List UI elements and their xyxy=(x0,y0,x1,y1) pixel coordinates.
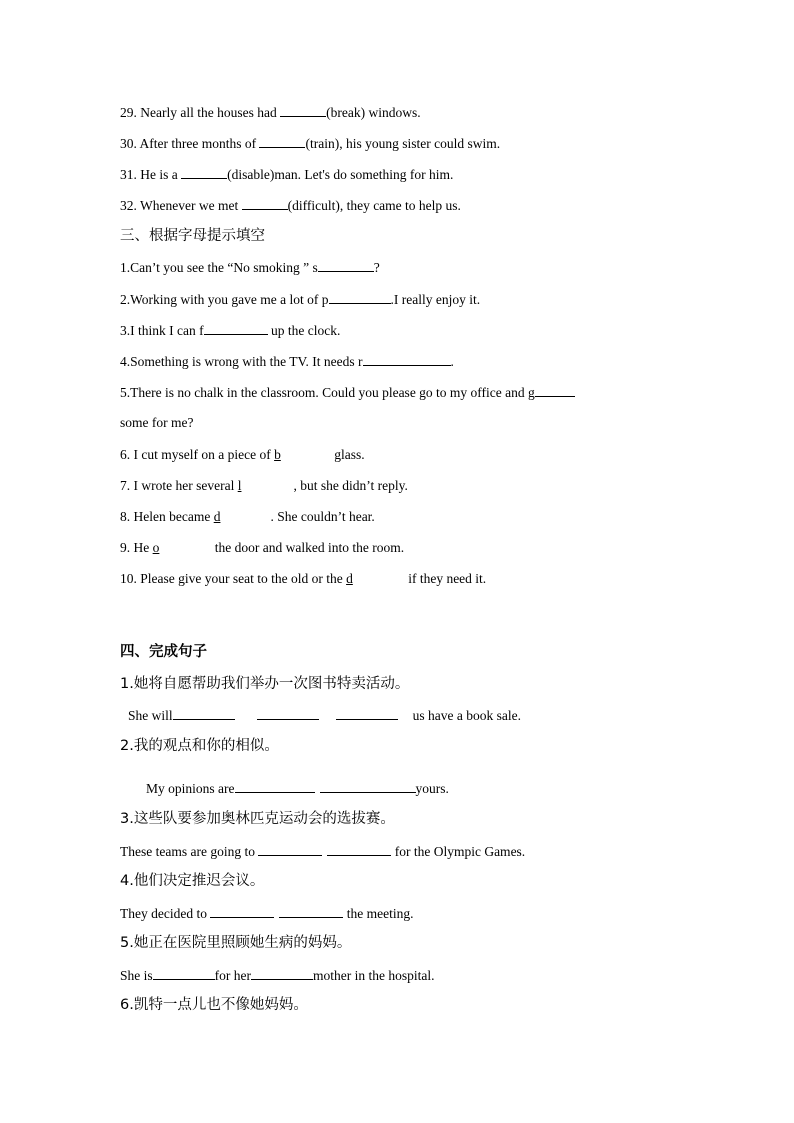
answer-blank[interactable] xyxy=(274,447,331,462)
question-30 xyxy=(120,134,500,153)
answer-blank[interactable] xyxy=(235,779,315,793)
question-29-text: 29. Nearly all the houses had xyxy=(120,105,281,120)
sentence-5-end: mother in the hospital. xyxy=(313,968,435,983)
letter-question-4-end: . xyxy=(450,354,454,369)
question-31-text: 31. He is a xyxy=(120,167,182,182)
answer-blank[interactable] xyxy=(242,196,288,210)
answer-blank[interactable] xyxy=(210,904,274,918)
answer-blank[interactable] xyxy=(320,779,416,793)
answer-blank[interactable] xyxy=(204,321,268,335)
letter-hint: d xyxy=(213,509,221,524)
answer-blank[interactable] xyxy=(181,165,227,179)
sentence-5-english xyxy=(120,966,434,985)
sentence-3-chinese: 3.这些队要参加奥林匹克运动会的选拔赛。 xyxy=(120,811,395,827)
letter-question-8 xyxy=(120,508,375,526)
letter-question-5-continued: some for me? xyxy=(120,415,194,430)
letter-hint: l xyxy=(237,478,242,493)
question-30-hint: (train), his young sister could swim. xyxy=(305,136,501,151)
letter-question-10-text: 10. Please give your seat to the old or the xyxy=(120,571,347,586)
letter-question-3-text: 3.I think I can f xyxy=(120,323,204,338)
letter-question-2-end: .I really enjoy it. xyxy=(390,292,481,307)
letter-question-10-end: if they need it. xyxy=(404,571,487,586)
letter-question-9 xyxy=(120,539,404,557)
answer-blank[interactable] xyxy=(214,509,271,524)
letter-question-8-end: . She couldn’t hear. xyxy=(270,509,375,524)
letter-question-4-text: 4.Something is wrong with the TV. It needs r xyxy=(120,354,363,369)
section-four-title: 四、完成句子 xyxy=(120,644,207,660)
question-30-text: 30. After three months of xyxy=(120,136,260,151)
section-three-title: 三、根据字母提示填空 xyxy=(120,228,265,244)
answer-blank[interactable] xyxy=(257,706,319,720)
letter-question-2-text: 2.Working with you gave me a lot of p xyxy=(120,292,329,307)
sentence-5-middle: for her xyxy=(214,968,251,983)
answer-blank[interactable] xyxy=(153,966,215,980)
letter-question-4 xyxy=(120,352,454,371)
answer-blank[interactable] xyxy=(259,134,305,148)
answer-blank[interactable] xyxy=(363,352,451,366)
sentence-2-chinese: 2.我的观点和你的相似。 xyxy=(120,738,279,754)
sentence-2-english xyxy=(146,779,449,798)
letter-question-7-end: , but she didn’t reply. xyxy=(293,478,408,493)
answer-blank[interactable] xyxy=(258,842,322,856)
letter-question-6 xyxy=(120,446,365,464)
answer-blank[interactable] xyxy=(318,258,374,272)
sentence-4-end: the meeting. xyxy=(343,906,414,921)
sentence-2-end: yours. xyxy=(415,781,449,796)
letter-question-3-end: up the clock. xyxy=(267,323,341,338)
letter-question-1 xyxy=(120,258,380,277)
sentence-1-english xyxy=(128,706,521,725)
sentence-1-end: us have a book sale. xyxy=(412,708,521,723)
question-29-hint: (break) windows. xyxy=(326,105,421,120)
answer-blank[interactable] xyxy=(346,571,405,586)
letter-hint: o xyxy=(152,540,160,555)
answer-blank[interactable] xyxy=(153,540,212,555)
sentence-3-start: These teams are going to xyxy=(120,844,259,859)
sentence-4-english xyxy=(120,904,413,923)
sentence-3-end: for the Olympic Games. xyxy=(391,844,526,859)
answer-blank[interactable] xyxy=(279,904,343,918)
answer-blank[interactable] xyxy=(280,103,326,117)
sentence-5-chinese: 5.她正在医院里照顾她生病的妈妈。 xyxy=(120,935,352,951)
sentence-5-start: She is xyxy=(120,968,153,983)
sentence-1-chinese: 1.她将自愿帮助我们举办一次图书特卖活动。 xyxy=(120,676,410,692)
sentence-6-chinese: 6.凯特一点儿也不像她妈妈。 xyxy=(120,997,308,1013)
question-31 xyxy=(120,165,453,184)
answer-blank[interactable] xyxy=(535,383,575,397)
letter-question-5 xyxy=(120,383,575,402)
letter-question-9-text: 9. He xyxy=(120,540,153,555)
sentence-1-start: She will xyxy=(128,708,173,723)
answer-blank[interactable] xyxy=(329,290,391,304)
letter-question-6-text: 6. I cut myself on a piece of xyxy=(120,447,275,462)
letter-question-8-text: 8. Helen became xyxy=(120,509,214,524)
answer-blank[interactable] xyxy=(336,706,398,720)
letter-question-5-text: 5.There is no chalk in the classroom. Could you please go to my office and g xyxy=(120,385,535,400)
sentence-2-start: My opinions are xyxy=(146,781,235,796)
question-29 xyxy=(120,103,421,122)
letter-question-6-end: glass. xyxy=(330,447,365,462)
letter-question-3 xyxy=(120,321,340,340)
letter-question-1-end: ? xyxy=(373,260,380,275)
question-32 xyxy=(120,196,461,215)
answer-blank[interactable] xyxy=(327,842,391,856)
answer-blank[interactable] xyxy=(251,966,313,980)
letter-question-10 xyxy=(120,570,486,588)
letter-hint: b xyxy=(274,447,281,462)
question-31-hint: (disable)man. Let's do something for him. xyxy=(227,167,454,182)
sentence-4-start: They decided to xyxy=(120,906,211,921)
question-32-hint: (difficult), they came to help us. xyxy=(287,198,461,213)
sentence-3-english xyxy=(120,842,525,861)
letter-hint: d xyxy=(346,571,353,586)
letter-question-1-text: 1.Can’t you see the “No smoking ” s xyxy=(120,260,318,275)
letter-question-7 xyxy=(120,477,408,495)
letter-question-9-end: the door and walked into the room. xyxy=(211,540,405,555)
question-32-text: 32. Whenever we met xyxy=(120,198,242,213)
letter-question-7-text: 7. I wrote her several xyxy=(120,478,238,493)
answer-blank[interactable] xyxy=(173,706,235,720)
sentence-4-chinese: 4.他们决定推迟会议。 xyxy=(120,873,265,889)
answer-blank[interactable] xyxy=(238,478,294,493)
letter-question-2 xyxy=(120,290,480,309)
